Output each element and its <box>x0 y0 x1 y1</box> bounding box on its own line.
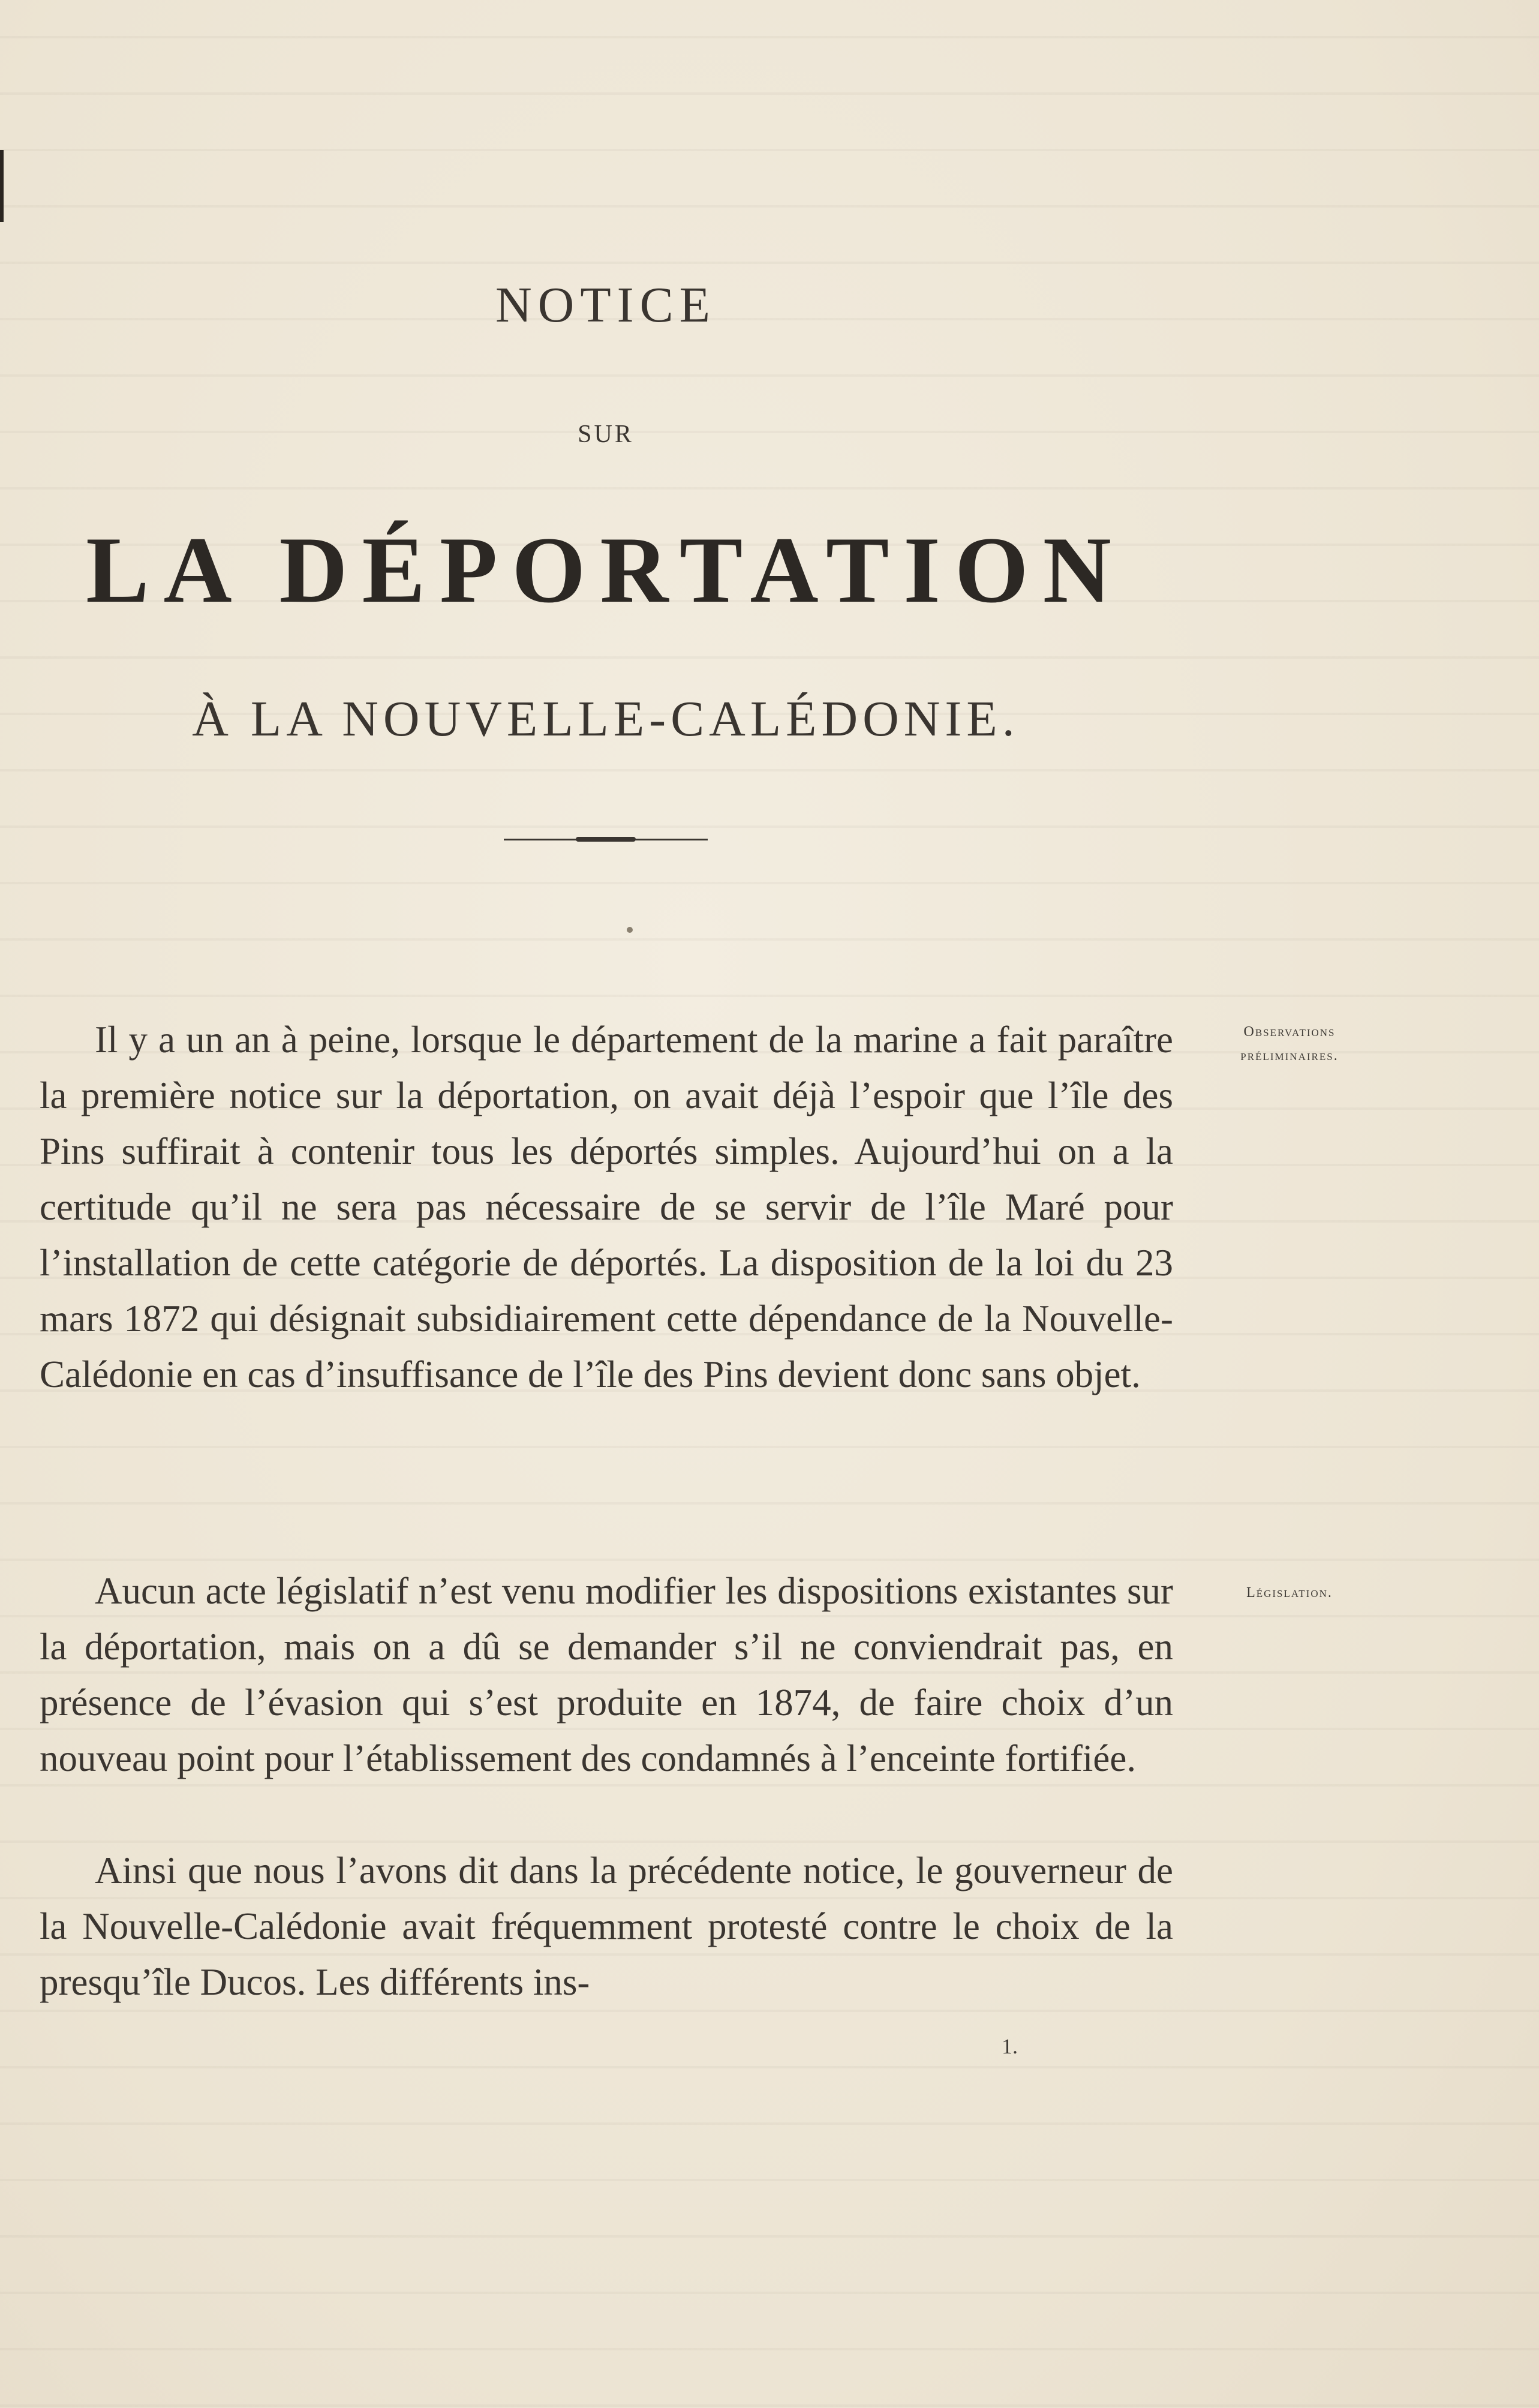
heading-notice: NOTICE <box>495 277 716 333</box>
ornamental-rule <box>504 839 708 840</box>
heading-sur: SUR <box>578 421 634 448</box>
paragraph-2: Aucun acte législatif n’est venu modifier les dispositions existantes sur la déportation, mais on a dû se demander s’il ne conviendrait pas, en présence de l’évasion qui s’est produite en 1874, de faire choix d’un nouveau point pour l’établissement des condamnés à l’enceinte fortifiée. <box>40 1570 1173 1779</box>
margin-note-legislation: Législation. <box>1246 1585 1333 1601</box>
binding-edge <box>0 150 4 222</box>
page-title: LA DÉPORTATION <box>86 518 1126 623</box>
paragraph-3: Ainsi que nous l’avons dit dans la précédente notice, le gouverneur de la Nouvelle-Calédonie avait fréquemment protesté contre le choix de la presqu’île Ducos. Les différents ins- <box>40 1849 1173 2003</box>
page-number: 1. <box>1002 2034 1018 2058</box>
margin-note-observations: Observations préliminaires. <box>1240 1024 1339 1064</box>
paragraph-1: Il y a un an à peine, lorsque le département de la marine a fait paraître la première notice sur la déportation, on avait déjà l’espoir que l’île des Pins suffirait à contenir tous les déportés simples. Aujourd’hui on a la certitude qu’il ne sera pas nécessaire de se servir de l’île Maré pour l’installation de cette catégorie de déportés. La disposition de la loi du 23 mars 1872 qui désignait subsidiairement cette dépendance de la Nouvelle-Calédonie en cas d’insuffisance de l’île des Pins devient donc sans objet. <box>40 1019 1173 1395</box>
page-subtitle: À LA NOUVELLE-CALÉDONIE. <box>192 691 1020 747</box>
ink-speck <box>627 927 633 933</box>
